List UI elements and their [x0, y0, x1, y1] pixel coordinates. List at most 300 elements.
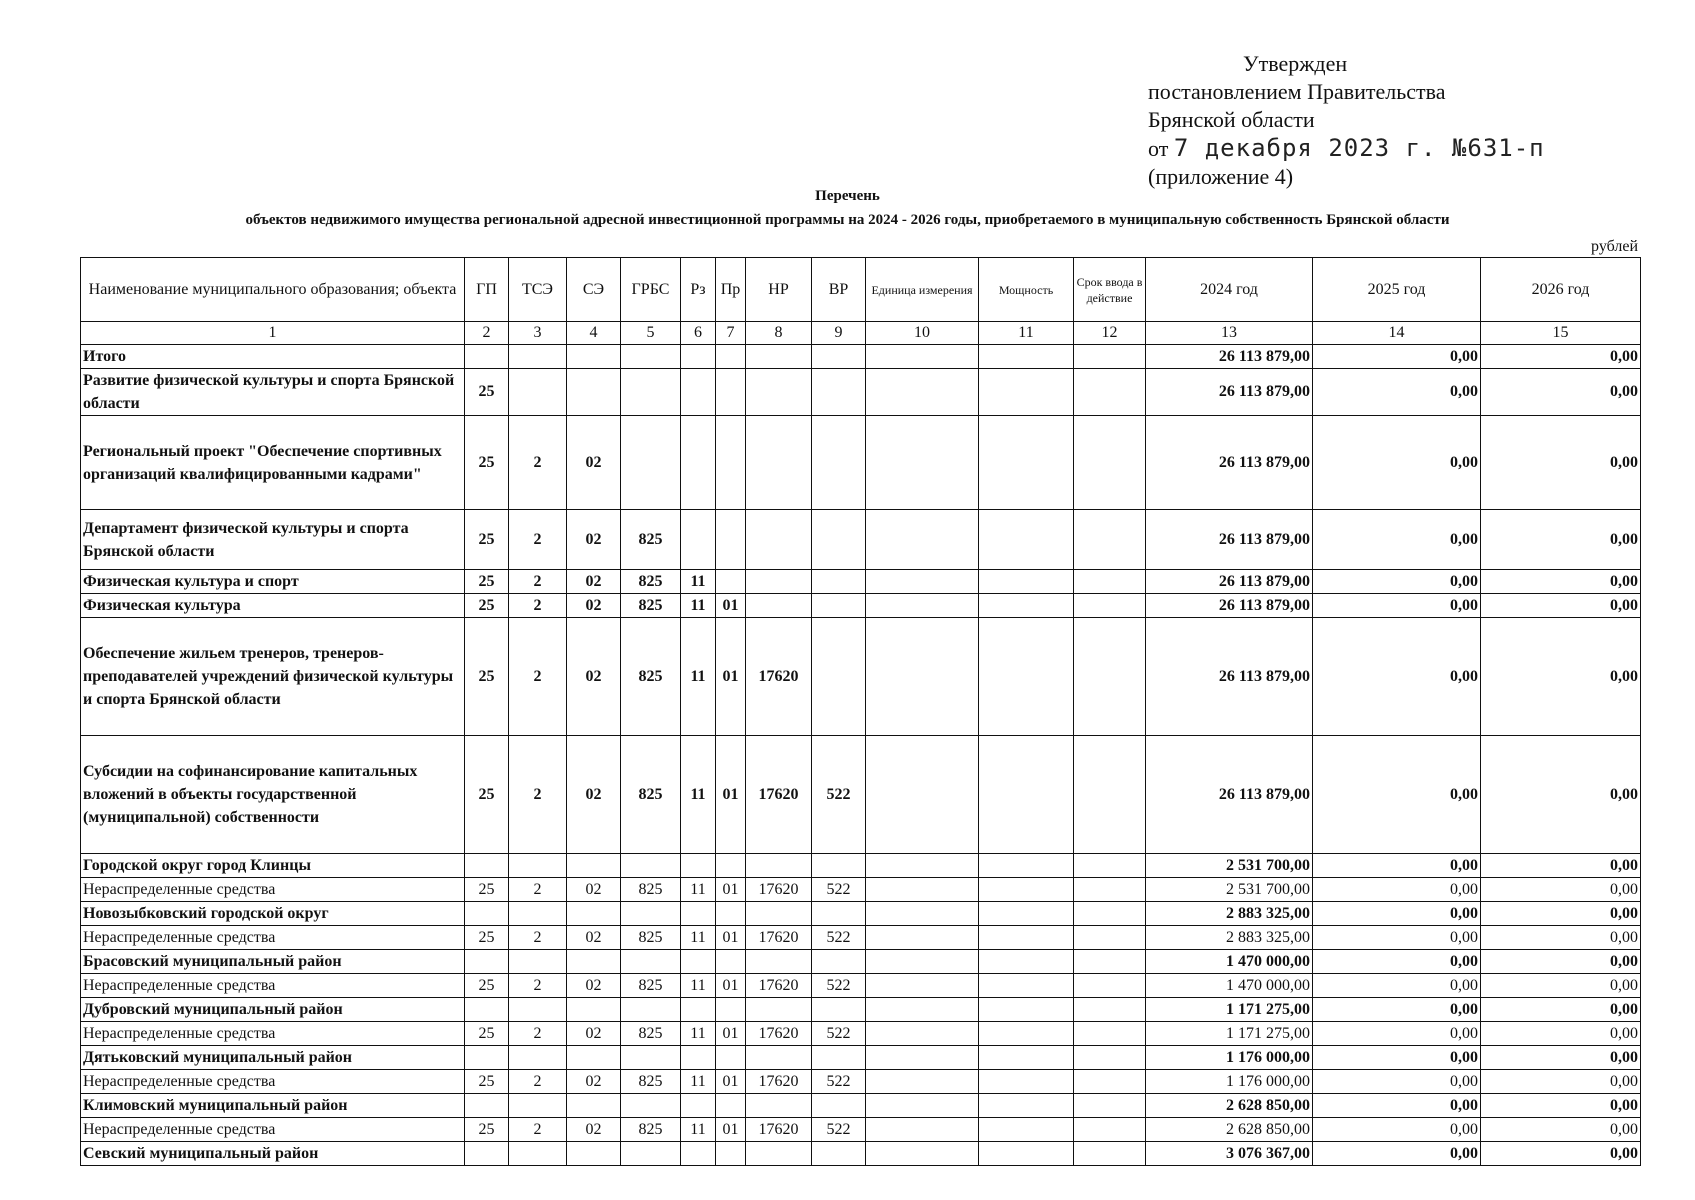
amount-cell: 0,00 [1481, 854, 1641, 878]
code-cell: 11 [681, 1022, 716, 1046]
header-row [81, 258, 1641, 322]
code-cell [465, 1046, 509, 1070]
code-cell: 01 [716, 926, 746, 950]
amount-cell: 0,00 [1313, 878, 1481, 902]
code-cell: 522 [812, 1022, 866, 1046]
code-cell [465, 1142, 509, 1166]
amount-cell: 0,00 [1481, 926, 1641, 950]
code-cell [979, 974, 1074, 998]
column-number: 13 [1146, 322, 1313, 345]
code-cell: 2 [509, 878, 567, 902]
amount-cell: 0,00 [1481, 416, 1641, 510]
code-cell [621, 416, 681, 510]
code-cell [681, 1094, 716, 1118]
code-cell [716, 369, 746, 416]
code-cell [979, 618, 1074, 736]
code-cell [465, 345, 509, 369]
code-cell [812, 510, 866, 570]
code-cell [866, 570, 979, 594]
code-cell: 17620 [746, 618, 812, 736]
code-cell [681, 1046, 716, 1070]
code-cell: 11 [681, 878, 716, 902]
code-cell [866, 416, 979, 510]
code-cell [866, 926, 979, 950]
code-cell [746, 510, 812, 570]
row-name-cell: Городской округ город Клинцы [81, 854, 465, 878]
code-cell [621, 902, 681, 926]
code-cell: 02 [567, 594, 621, 618]
column-number: 8 [746, 322, 812, 345]
code-cell [567, 998, 621, 1022]
row-name-cell: Департамент физической культуры и спорта Брянской области [81, 510, 465, 570]
table-row [81, 416, 1641, 510]
code-cell [746, 1142, 812, 1166]
column-number: 1 [81, 322, 465, 345]
code-cell: 02 [567, 878, 621, 902]
code-cell [866, 594, 979, 618]
row-name-cell: Брасовский муниципальный район [81, 950, 465, 974]
code-cell [746, 854, 812, 878]
code-cell: 825 [621, 974, 681, 998]
table-row [81, 345, 1641, 369]
header-cell: ГП [465, 258, 509, 322]
code-cell: 17620 [746, 878, 812, 902]
header-cell: НР [746, 258, 812, 322]
amount-cell: 0,00 [1481, 736, 1641, 854]
code-cell [716, 998, 746, 1022]
code-cell [716, 1142, 746, 1166]
column-number: 15 [1481, 322, 1641, 345]
table-row [81, 1094, 1641, 1118]
amount-cell: 0,00 [1481, 345, 1641, 369]
code-cell [567, 854, 621, 878]
code-cell: 25 [465, 594, 509, 618]
code-cell [1074, 369, 1146, 416]
row-name-cell: Нераспределенные средства [81, 974, 465, 998]
code-cell [621, 1094, 681, 1118]
code-cell [812, 902, 866, 926]
code-cell [866, 1022, 979, 1046]
code-cell [716, 570, 746, 594]
investment-table [80, 257, 1641, 1166]
code-cell: 25 [465, 974, 509, 998]
amount-cell: 0,00 [1481, 369, 1641, 416]
code-cell: 17620 [746, 736, 812, 854]
code-cell [746, 345, 812, 369]
approval-block [1148, 50, 1545, 191]
code-cell [716, 854, 746, 878]
code-cell [979, 902, 1074, 926]
code-cell [465, 902, 509, 926]
code-cell [812, 369, 866, 416]
table-row [81, 736, 1641, 854]
amount-cell: 1 470 000,00 [1146, 950, 1313, 974]
code-cell [681, 950, 716, 974]
amount-cell: 0,00 [1313, 854, 1481, 878]
column-number: 12 [1074, 322, 1146, 345]
code-cell [812, 950, 866, 974]
amount-cell: 26 113 879,00 [1146, 594, 1313, 618]
code-cell [567, 345, 621, 369]
code-cell [1074, 878, 1146, 902]
code-cell: 825 [621, 510, 681, 570]
code-cell: 11 [681, 974, 716, 998]
table-row [81, 1022, 1641, 1046]
amount-cell: 26 113 879,00 [1146, 570, 1313, 594]
code-cell [567, 1142, 621, 1166]
code-cell [866, 345, 979, 369]
code-cell [866, 998, 979, 1022]
code-cell: 01 [716, 594, 746, 618]
row-name-cell: Физическая культура [81, 594, 465, 618]
amount-cell: 0,00 [1481, 1046, 1641, 1070]
table-body [81, 345, 1641, 1166]
code-cell: 02 [567, 1070, 621, 1094]
amount-cell: 0,00 [1313, 1022, 1481, 1046]
table-row [81, 878, 1641, 902]
code-cell [979, 998, 1074, 1022]
amount-cell: 0,00 [1313, 345, 1481, 369]
code-cell [1074, 1094, 1146, 1118]
amount-cell: 0,00 [1313, 1046, 1481, 1070]
code-cell [866, 950, 979, 974]
code-cell: 01 [716, 1070, 746, 1094]
code-cell [979, 1118, 1074, 1142]
code-cell [979, 854, 1074, 878]
code-cell [509, 345, 567, 369]
table-row [81, 510, 1641, 570]
code-cell [681, 854, 716, 878]
code-cell [567, 369, 621, 416]
code-cell: 11 [681, 594, 716, 618]
code-cell [866, 878, 979, 902]
approval-date-handwritten: 7 декабря 2023 г. №631-п [1173, 134, 1545, 162]
code-cell [509, 854, 567, 878]
code-cell [621, 950, 681, 974]
amount-cell: 26 113 879,00 [1146, 618, 1313, 736]
code-cell [509, 369, 567, 416]
row-name-cell: Нераспределенные средства [81, 1070, 465, 1094]
code-cell [509, 1046, 567, 1070]
code-cell: 825 [621, 878, 681, 902]
code-cell [1074, 345, 1146, 369]
approval-line-approved: Утвержден [1243, 51, 1348, 76]
column-number: 14 [1313, 322, 1481, 345]
row-name-cell: Региональный проект "Обеспечение спортивных организаций квалифицированными кадрами" [81, 416, 465, 510]
code-cell: 11 [681, 1118, 716, 1142]
amount-cell: 0,00 [1313, 902, 1481, 926]
row-name-cell: Дятьковский муниципальный район [81, 1046, 465, 1070]
amount-cell: 0,00 [1313, 1118, 1481, 1142]
code-cell: 25 [465, 510, 509, 570]
code-cell: 2 [509, 416, 567, 510]
code-cell [979, 926, 1074, 950]
column-number: 10 [866, 322, 979, 345]
code-cell: 02 [567, 510, 621, 570]
document-title: Перечень [815, 188, 880, 204]
table-row [81, 950, 1641, 974]
code-cell [1074, 618, 1146, 736]
row-name-cell: Нераспределенные средства [81, 1118, 465, 1142]
code-cell [979, 570, 1074, 594]
code-cell [866, 736, 979, 854]
code-cell: 25 [465, 570, 509, 594]
code-cell [1074, 570, 1146, 594]
code-cell: 25 [465, 1022, 509, 1046]
code-cell [746, 369, 812, 416]
code-cell [465, 854, 509, 878]
code-cell: 17620 [746, 1022, 812, 1046]
code-cell: 825 [621, 1022, 681, 1046]
code-cell [681, 1142, 716, 1166]
code-cell [716, 416, 746, 510]
table-row [81, 1142, 1641, 1166]
code-cell [746, 1046, 812, 1070]
code-cell [621, 998, 681, 1022]
code-cell [812, 570, 866, 594]
code-cell: 02 [567, 1022, 621, 1046]
code-cell [621, 854, 681, 878]
amount-cell: 0,00 [1481, 902, 1641, 926]
header-cell: 2026 год [1481, 258, 1641, 322]
amount-cell: 26 113 879,00 [1146, 345, 1313, 369]
amount-cell: 0,00 [1481, 1094, 1641, 1118]
code-cell [979, 510, 1074, 570]
header-cell: 2025 год [1313, 258, 1481, 322]
code-cell [866, 618, 979, 736]
row-name-cell: Физическая культура и спорт [81, 570, 465, 594]
column-number-row [81, 322, 1641, 345]
amount-cell: 0,00 [1313, 618, 1481, 736]
code-cell: 17620 [746, 1118, 812, 1142]
code-cell: 11 [681, 618, 716, 736]
code-cell: 825 [621, 736, 681, 854]
table-row [81, 570, 1641, 594]
amount-cell: 1 176 000,00 [1146, 1046, 1313, 1070]
column-number: 2 [465, 322, 509, 345]
code-cell [681, 902, 716, 926]
code-cell: 522 [812, 1070, 866, 1094]
table-row [81, 926, 1641, 950]
code-cell [1074, 594, 1146, 618]
amount-cell: 0,00 [1481, 510, 1641, 570]
code-cell [1074, 1118, 1146, 1142]
table-row [81, 998, 1641, 1022]
code-cell [681, 369, 716, 416]
code-cell: 2 [509, 1118, 567, 1142]
amount-cell: 1 171 275,00 [1146, 1022, 1313, 1046]
code-cell: 02 [567, 974, 621, 998]
code-cell [979, 416, 1074, 510]
code-cell [746, 416, 812, 510]
code-cell [866, 1118, 979, 1142]
amount-cell: 26 113 879,00 [1146, 510, 1313, 570]
code-cell [866, 974, 979, 998]
code-cell [979, 736, 1074, 854]
code-cell [746, 594, 812, 618]
amount-cell: 2 628 850,00 [1146, 1118, 1313, 1142]
column-number: 4 [567, 322, 621, 345]
column-number: 7 [716, 322, 746, 345]
code-cell: 825 [621, 594, 681, 618]
row-name-cell: Субсидии на софинансирование капитальных вложений в объекты государственной (муниципальной) собственности [81, 736, 465, 854]
code-cell: 11 [681, 926, 716, 950]
code-cell [1074, 416, 1146, 510]
amount-cell: 26 113 879,00 [1146, 369, 1313, 416]
code-cell [1074, 902, 1146, 926]
code-cell: 01 [716, 974, 746, 998]
code-cell: 2 [509, 570, 567, 594]
code-cell [1074, 736, 1146, 854]
code-cell [866, 1046, 979, 1070]
header-cell: Наименование муниципального образования; объекта [81, 258, 465, 322]
row-name-cell: Итого [81, 345, 465, 369]
code-cell [509, 902, 567, 926]
code-cell [1074, 974, 1146, 998]
code-cell [812, 1094, 866, 1118]
header-cell: Пр [716, 258, 746, 322]
code-cell: 25 [465, 1118, 509, 1142]
code-cell [1074, 510, 1146, 570]
amount-cell: 0,00 [1313, 594, 1481, 618]
code-cell: 25 [465, 1070, 509, 1094]
amount-cell: 0,00 [1481, 1070, 1641, 1094]
column-number: 11 [979, 322, 1074, 345]
code-cell [1074, 998, 1146, 1022]
header-cell: Единица измерения [866, 258, 979, 322]
code-cell: 2 [509, 510, 567, 570]
amount-cell: 1 470 000,00 [1146, 974, 1313, 998]
amount-cell: 0,00 [1481, 570, 1641, 594]
amount-cell: 0,00 [1313, 1070, 1481, 1094]
table-row [81, 1118, 1641, 1142]
code-cell [866, 902, 979, 926]
code-cell [621, 369, 681, 416]
code-cell [716, 1046, 746, 1070]
code-cell [979, 345, 1074, 369]
code-cell: 11 [681, 1070, 716, 1094]
code-cell [746, 902, 812, 926]
code-cell [681, 510, 716, 570]
code-cell: 25 [465, 878, 509, 902]
code-cell [979, 1070, 1074, 1094]
code-cell: 01 [716, 618, 746, 736]
code-cell [621, 1046, 681, 1070]
code-cell [866, 1142, 979, 1166]
code-cell [866, 854, 979, 878]
code-cell [716, 1094, 746, 1118]
amount-cell: 0,00 [1481, 950, 1641, 974]
header-cell: 2024 год [1146, 258, 1313, 322]
code-cell [465, 950, 509, 974]
amount-cell: 0,00 [1313, 510, 1481, 570]
amount-cell: 0,00 [1313, 998, 1481, 1022]
row-name-cell: Нераспределенные средства [81, 1022, 465, 1046]
code-cell: 2 [509, 618, 567, 736]
amount-cell: 0,00 [1481, 618, 1641, 736]
header-cell: Мощность [979, 258, 1074, 322]
code-cell: 02 [567, 926, 621, 950]
row-name-cell: Климовский муниципальный район [81, 1094, 465, 1118]
code-cell [1074, 1022, 1146, 1046]
code-cell: 11 [681, 570, 716, 594]
code-cell: 2 [509, 974, 567, 998]
header-cell: ТСЭ [509, 258, 567, 322]
code-cell: 01 [716, 1022, 746, 1046]
code-cell [681, 416, 716, 510]
code-cell: 02 [567, 1118, 621, 1142]
code-cell: 825 [621, 926, 681, 950]
amount-cell: 2 628 850,00 [1146, 1094, 1313, 1118]
column-number: 6 [681, 322, 716, 345]
code-cell: 522 [812, 1118, 866, 1142]
code-cell [1074, 1142, 1146, 1166]
code-cell [866, 1070, 979, 1094]
amount-cell: 3 076 367,00 [1146, 1142, 1313, 1166]
code-cell: 01 [716, 878, 746, 902]
code-cell [866, 369, 979, 416]
code-cell [746, 1094, 812, 1118]
amount-cell: 1 171 275,00 [1146, 998, 1313, 1022]
code-cell: 522 [812, 926, 866, 950]
table-row [81, 854, 1641, 878]
code-cell: 25 [465, 736, 509, 854]
code-cell: 2 [509, 594, 567, 618]
code-cell [465, 1094, 509, 1118]
code-cell [979, 1022, 1074, 1046]
amount-cell: 0,00 [1481, 1118, 1641, 1142]
code-cell: 825 [621, 1118, 681, 1142]
code-cell [509, 1142, 567, 1166]
code-cell [979, 1046, 1074, 1070]
amount-cell: 1 176 000,00 [1146, 1070, 1313, 1094]
code-cell [716, 510, 746, 570]
code-cell: 2 [509, 1022, 567, 1046]
row-name-cell: Новозыбковский городской округ [81, 902, 465, 926]
amount-cell: 0,00 [1313, 416, 1481, 510]
column-number: 5 [621, 322, 681, 345]
row-name-cell: Севский муниципальный район [81, 1142, 465, 1166]
table-row [81, 902, 1641, 926]
amount-cell: 0,00 [1313, 369, 1481, 416]
amount-cell: 0,00 [1481, 1022, 1641, 1046]
header-cell: СЭ [567, 258, 621, 322]
code-cell [812, 345, 866, 369]
code-cell [509, 1094, 567, 1118]
code-cell: 02 [567, 416, 621, 510]
code-cell: 825 [621, 570, 681, 594]
code-cell [979, 594, 1074, 618]
table-row [81, 369, 1641, 416]
code-cell [621, 345, 681, 369]
code-cell: 522 [812, 878, 866, 902]
code-cell: 02 [567, 570, 621, 594]
amount-cell: 2 883 325,00 [1146, 902, 1313, 926]
amount-cell: 0,00 [1313, 926, 1481, 950]
header-cell: Рз [681, 258, 716, 322]
code-cell: 25 [465, 369, 509, 416]
code-cell: 522 [812, 736, 866, 854]
amount-cell: 0,00 [1313, 974, 1481, 998]
code-cell [681, 998, 716, 1022]
code-cell [509, 950, 567, 974]
code-cell: 11 [681, 736, 716, 854]
row-name-cell: Развитие физической культуры и спорта Брянской области [81, 369, 465, 416]
amount-cell: 0,00 [1481, 998, 1641, 1022]
code-cell [866, 1094, 979, 1118]
code-cell: 25 [465, 618, 509, 736]
table-row [81, 1046, 1641, 1070]
